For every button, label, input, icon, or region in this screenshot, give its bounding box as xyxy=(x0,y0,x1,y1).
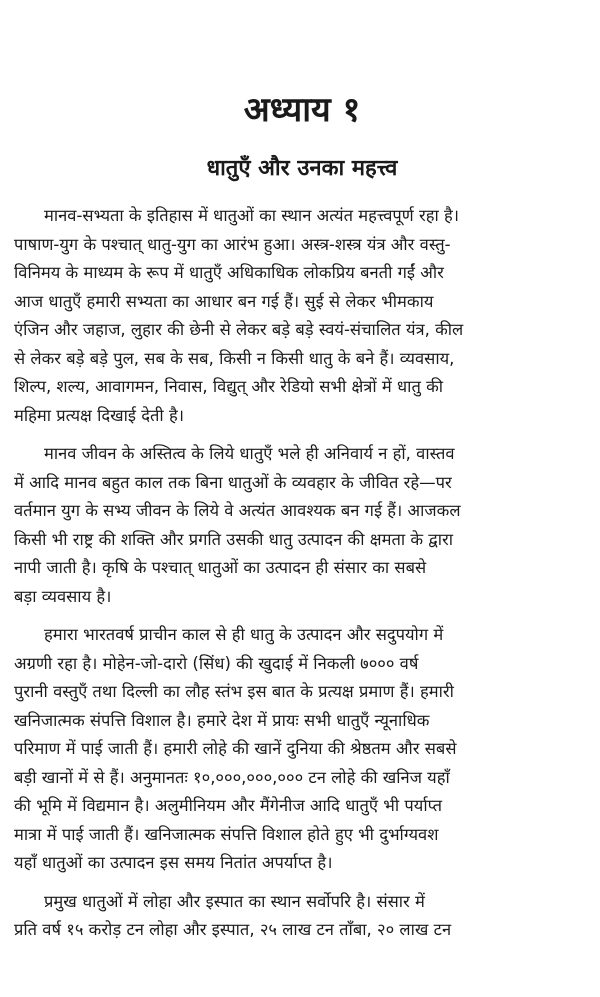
text-line: परिमाण में पाई जाती हैं। हमारी लोहे की खानें दुनिया की श्रेष्ठतम और सबसे xyxy=(14,739,457,758)
text-line: में आदि मानव बहुत काल तक बिना धातुओं के व्यवहार के जीवित रहे—पर xyxy=(14,472,452,492)
text-line: अग्रणी रहा है। मोहेन-जो-दारो (सिंध) की खुदाई में निकली ७००० वर्ष xyxy=(14,653,419,673)
text-line: मात्रा में पाई जाती हैं। खनिजात्मक संपत्ति विशाल होते हुए भी दुर्भाग्यवश xyxy=(14,824,439,844)
text-line: नापी जाती है। कृषि के पश्चात् धातुओं का उत्पादन ही संसार का सबसे xyxy=(14,558,427,577)
text-line: खनिजात्मक संपत्ति विशाल है। हमारे देश में प्रायः सभी धातुएँ न्यूनाधिक xyxy=(14,710,430,730)
text-line: मानव जीवन के अस्तित्व के लिये धातुएँ भले ही अनिवार्य न हों, वास्तव xyxy=(44,444,455,463)
paragraph-1 xyxy=(14,202,590,430)
text-line: से लेकर बड़े बड़े पुल, सब के सब, किसी न किसी धातु के बने हैं। व्यवसाय, xyxy=(14,348,455,368)
text-line: एंजिन और जहाज, लुहार की छेनी से लेकर बड़े बड़े स्वयं-संचालित यंत्र, कील xyxy=(14,320,464,339)
text-line: मानव-सभ्यता के इतिहास में धातुओं का स्थान अत्यंत महत्त्वपूर्ण रहा है। xyxy=(44,206,459,225)
chapter-heading: अध्याय १ xyxy=(243,90,361,130)
text-line: प्रति वर्ष १५ करोड़ टन लोहा और इस्पात, २५ लाख टन ताँबा, २० लाख टन xyxy=(14,920,452,939)
text-line: बड़ा व्यवसाय है। xyxy=(14,586,112,606)
text-line: किसी भी राष्ट्र की शक्ति और प्रगति उसकी धातु उत्पादन की क्षमता के द्वारा xyxy=(14,529,454,549)
text-line: वर्तमान युग के सभ्य जीवन के लिये वे अत्यंत आवश्यक बन गई हैं। आजकल xyxy=(14,501,461,520)
text-line: आज धातुएँ हमारी सभ्यता का आधार बन गई हैं। सुई से लेकर भीमकाय xyxy=(14,291,434,311)
text-line: शिल्प, शल्य, आवागमन, निवास, विद्युत् और रेडियो सभी क्षेत्रों में धातु की xyxy=(14,377,444,396)
chapter-title: धातुएँ और उनका महत्त्व xyxy=(206,156,398,181)
text-line: की भूमि में विद्यमान है। अलुमीनियम और मैंगेनीज आदि धातुएँ भी पर्याप्त xyxy=(14,796,443,815)
text-line: बड़ी खानों में से हैं। अनुमानतः १०,०००,०००,००० टन लोहे की खनिज यहाँ xyxy=(14,767,450,787)
text-line: यहाँ धातुओं का उत्पादन इस समय नितांत अपर्याप्त है। xyxy=(14,853,333,872)
paragraph-2 xyxy=(14,440,590,611)
paragraph-3 xyxy=(14,621,590,878)
text-line: महिमा प्रत्यक्ष दिखाई देती है। xyxy=(14,405,184,425)
text-line: हमारा भारतवर्ष प्राचीन काल से ही धातु के उत्पादन और सदुपयोग में xyxy=(44,625,444,644)
text-line: पाषाण-युग के पश्चात् धातु-युग का आरंभ हुआ। अस्त्र-शस्त्र यंत्र और वस्तु- xyxy=(14,234,451,254)
paragraph-4 xyxy=(14,888,590,945)
text-line: विनिमय के माध्यम के रूप में धातुएँ अधिकाधिक लोकप्रिय बनती गईं और xyxy=(14,263,444,282)
text-line: पुरानी वस्तुएँ तथा दिल्ली का लौह स्तंभ इस बात के प्रत्यक्ष प्रमाण हैं। हमारी xyxy=(14,682,454,701)
text-line: प्रमुख धातुओं में लोहा और इस्पात का स्थान सर्वोपरि है। संसार में xyxy=(44,891,425,911)
